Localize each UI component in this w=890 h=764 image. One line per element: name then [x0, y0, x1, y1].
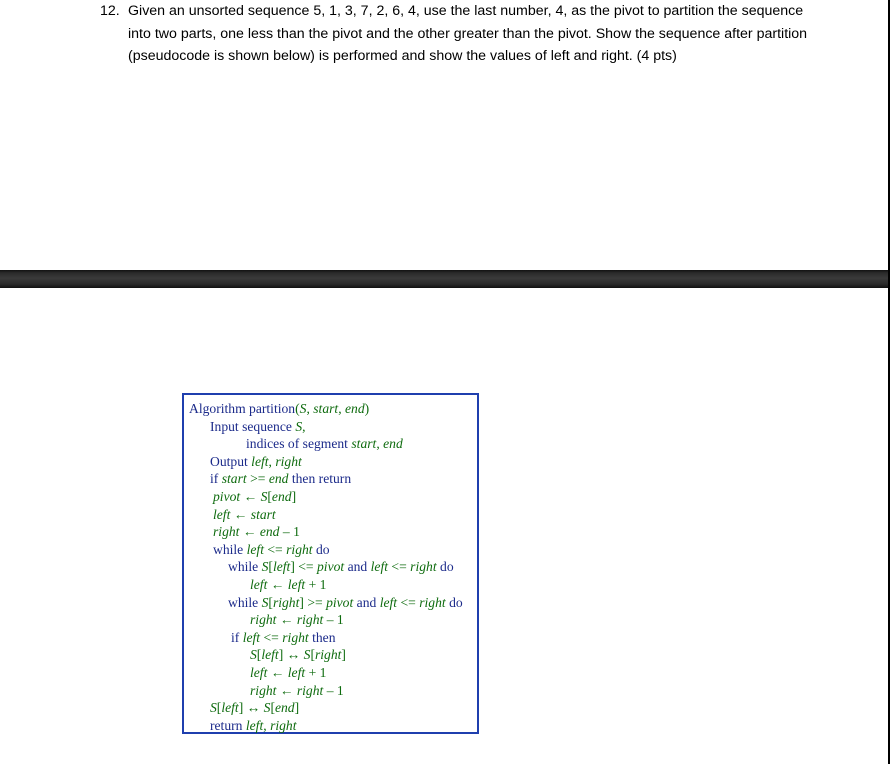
- algorithm-line: right ← right – 1: [250, 612, 344, 628]
- algorithm-box: [182, 393, 479, 734]
- algorithm-line: left ← left + 1: [250, 665, 327, 680]
- algorithm-line: right ← right – 1: [250, 682, 344, 698]
- algorithm-line: pivot ← S[end]: [213, 489, 297, 504]
- algorithm-line: S[left] ↔ S[right]: [250, 647, 346, 663]
- question-number: 12.: [100, 3, 120, 19]
- algorithm-line: left ← left + 1: [250, 577, 327, 592]
- algorithm-line: S[left] ↔ S[end]: [210, 700, 300, 716]
- algorithm-line: return left, right: [210, 717, 297, 733]
- algorithm-line: indices of segment start, end: [246, 436, 403, 452]
- algorithm-line: right ← end – 1: [213, 524, 300, 540]
- algorithm-line: if left <= right then: [231, 629, 336, 645]
- algorithm-line: while left <= right do: [213, 541, 330, 557]
- algorithm-line: while S[right] >= pivot and left <= right do: [228, 594, 463, 610]
- algorithm-line: Output left, right: [210, 453, 302, 469]
- question-text: Given an unsorted sequence 5, 1, 3, 7, 2, 6, 4, use the last number, 4, as the pivot to partition the sequence into two parts, one less than the pivot and the other greater than the pivot. Show the sequence after partition (pseudocode is shown below) is performed and show the values of left and right. (4 pts): [128, 3, 808, 64]
- algorithm-line: left ← start: [213, 506, 276, 522]
- algorithm-line: if start >= end then return: [210, 471, 352, 487]
- algorithm-line: Input sequence S,: [210, 418, 306, 434]
- page-divider: [0, 270, 890, 288]
- algorithm-line: Algorithm partition(S, start, end): [189, 401, 370, 416]
- algorithm-line: while S[left] <= pivot and left <= right do: [228, 559, 454, 575]
